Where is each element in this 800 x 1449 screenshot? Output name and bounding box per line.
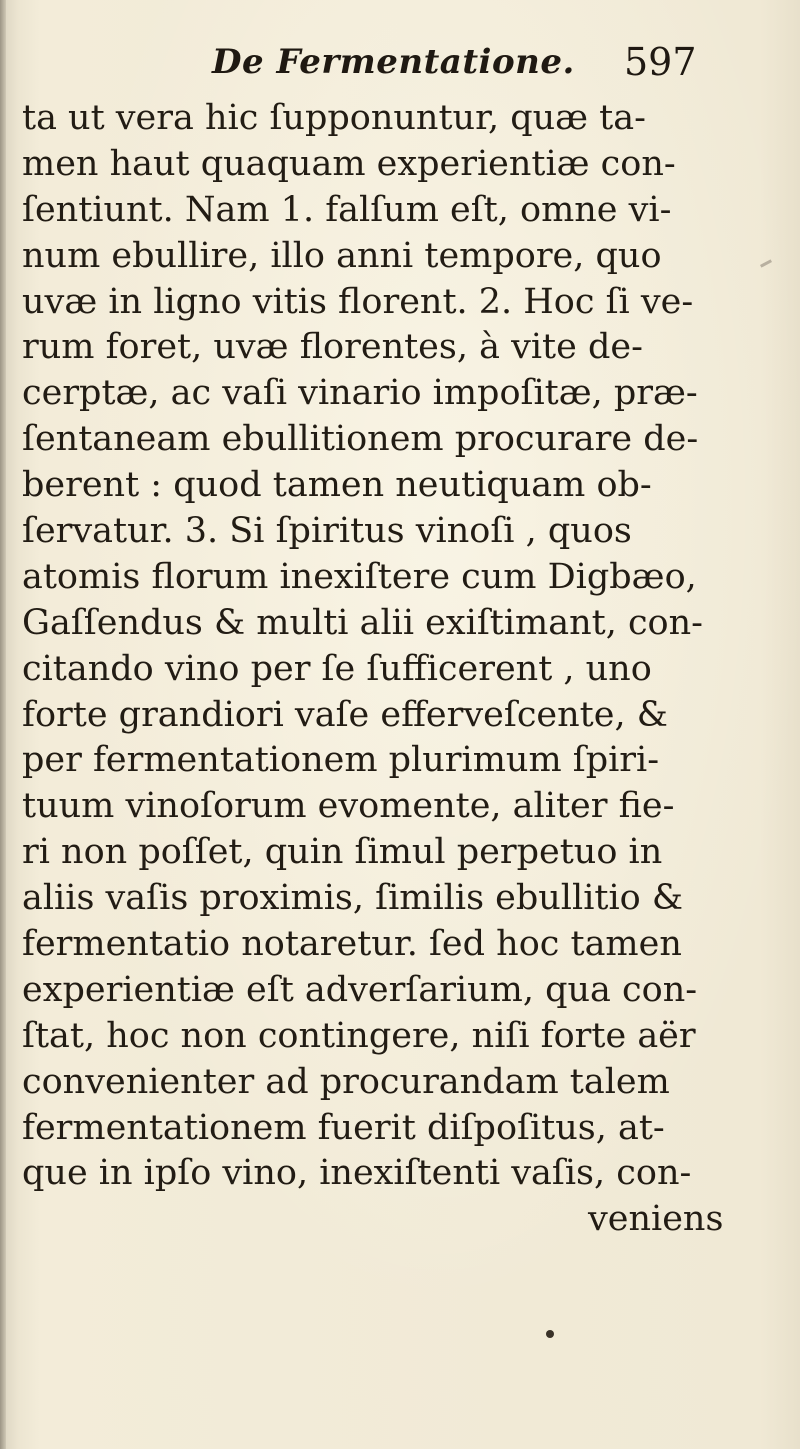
text-line: men haut quaquam experientiæ con- xyxy=(22,143,676,184)
text-line: experientiæ eſt adverſarium, qua con- xyxy=(22,969,698,1010)
text-line: fermentationem fuerit diſpoſitus, at- xyxy=(22,1107,665,1148)
text-line: tuum vinoſorum evomente, aliter fie- xyxy=(22,786,675,827)
text-line: aliis vaſis proximis, ſimilis ebullitio & xyxy=(22,878,684,919)
text-line: ri non poſſet, quin ſimul perpetuo in xyxy=(22,832,663,873)
text-line: uvæ in ligno vitis florent. 2. Hoc ſi ve- xyxy=(22,281,694,322)
ink-dot xyxy=(546,1330,554,1338)
text-line: convenienter ad procurandam talem xyxy=(22,1061,670,1102)
text-line: berent : quod tamen neutiquam ob- xyxy=(22,465,652,506)
text-line: fermentatio notaretur. ſed hoc tamen xyxy=(22,924,682,965)
text-line: num ebullire, illo anni tempore, quo xyxy=(22,235,662,276)
text-line: ſentaneam ebullitionem procurare de- xyxy=(22,419,699,460)
text-line: atomis florum inexiſtere cum Digbæo, xyxy=(22,556,697,597)
text-line: Gaſſendus & multi alii exiſtimant, con- xyxy=(22,602,703,643)
text-line: cerptæ, ac vaſi vinario impoſitæ, præ- xyxy=(22,373,698,414)
page-number: 597 xyxy=(624,40,697,84)
page-gutter-edge xyxy=(0,0,6,1449)
text-line: ſentiunt. Nam 1. falſum eſt, omne vi- xyxy=(22,189,672,230)
text-line: ſervatur. 3. Si ſpiritus vinoſi , quos xyxy=(22,511,632,552)
text-line: forte grandiori vaſe efferveſcente, & xyxy=(22,694,668,735)
catchword: veniens xyxy=(588,1199,724,1240)
text-line: per fermentationem plurimum ſpiri- xyxy=(22,740,660,781)
text-line: que in ipſo vino, inexiſtenti vaſis, con- xyxy=(22,1153,692,1194)
text-line: rum foret, uvæ florentes, à vite de- xyxy=(22,327,643,368)
text-line: citando vino per ſe ſufficerent , uno xyxy=(22,648,652,689)
text-line: ſtat, hoc non contingere, niſi forte aër xyxy=(22,1015,696,1056)
running-head: De Fermentatione. xyxy=(212,42,575,82)
body-text xyxy=(22,96,792,1243)
page-header xyxy=(0,40,800,100)
text-line: ta ut vera hic ſupponuntur, quæ ta- xyxy=(22,98,646,138)
